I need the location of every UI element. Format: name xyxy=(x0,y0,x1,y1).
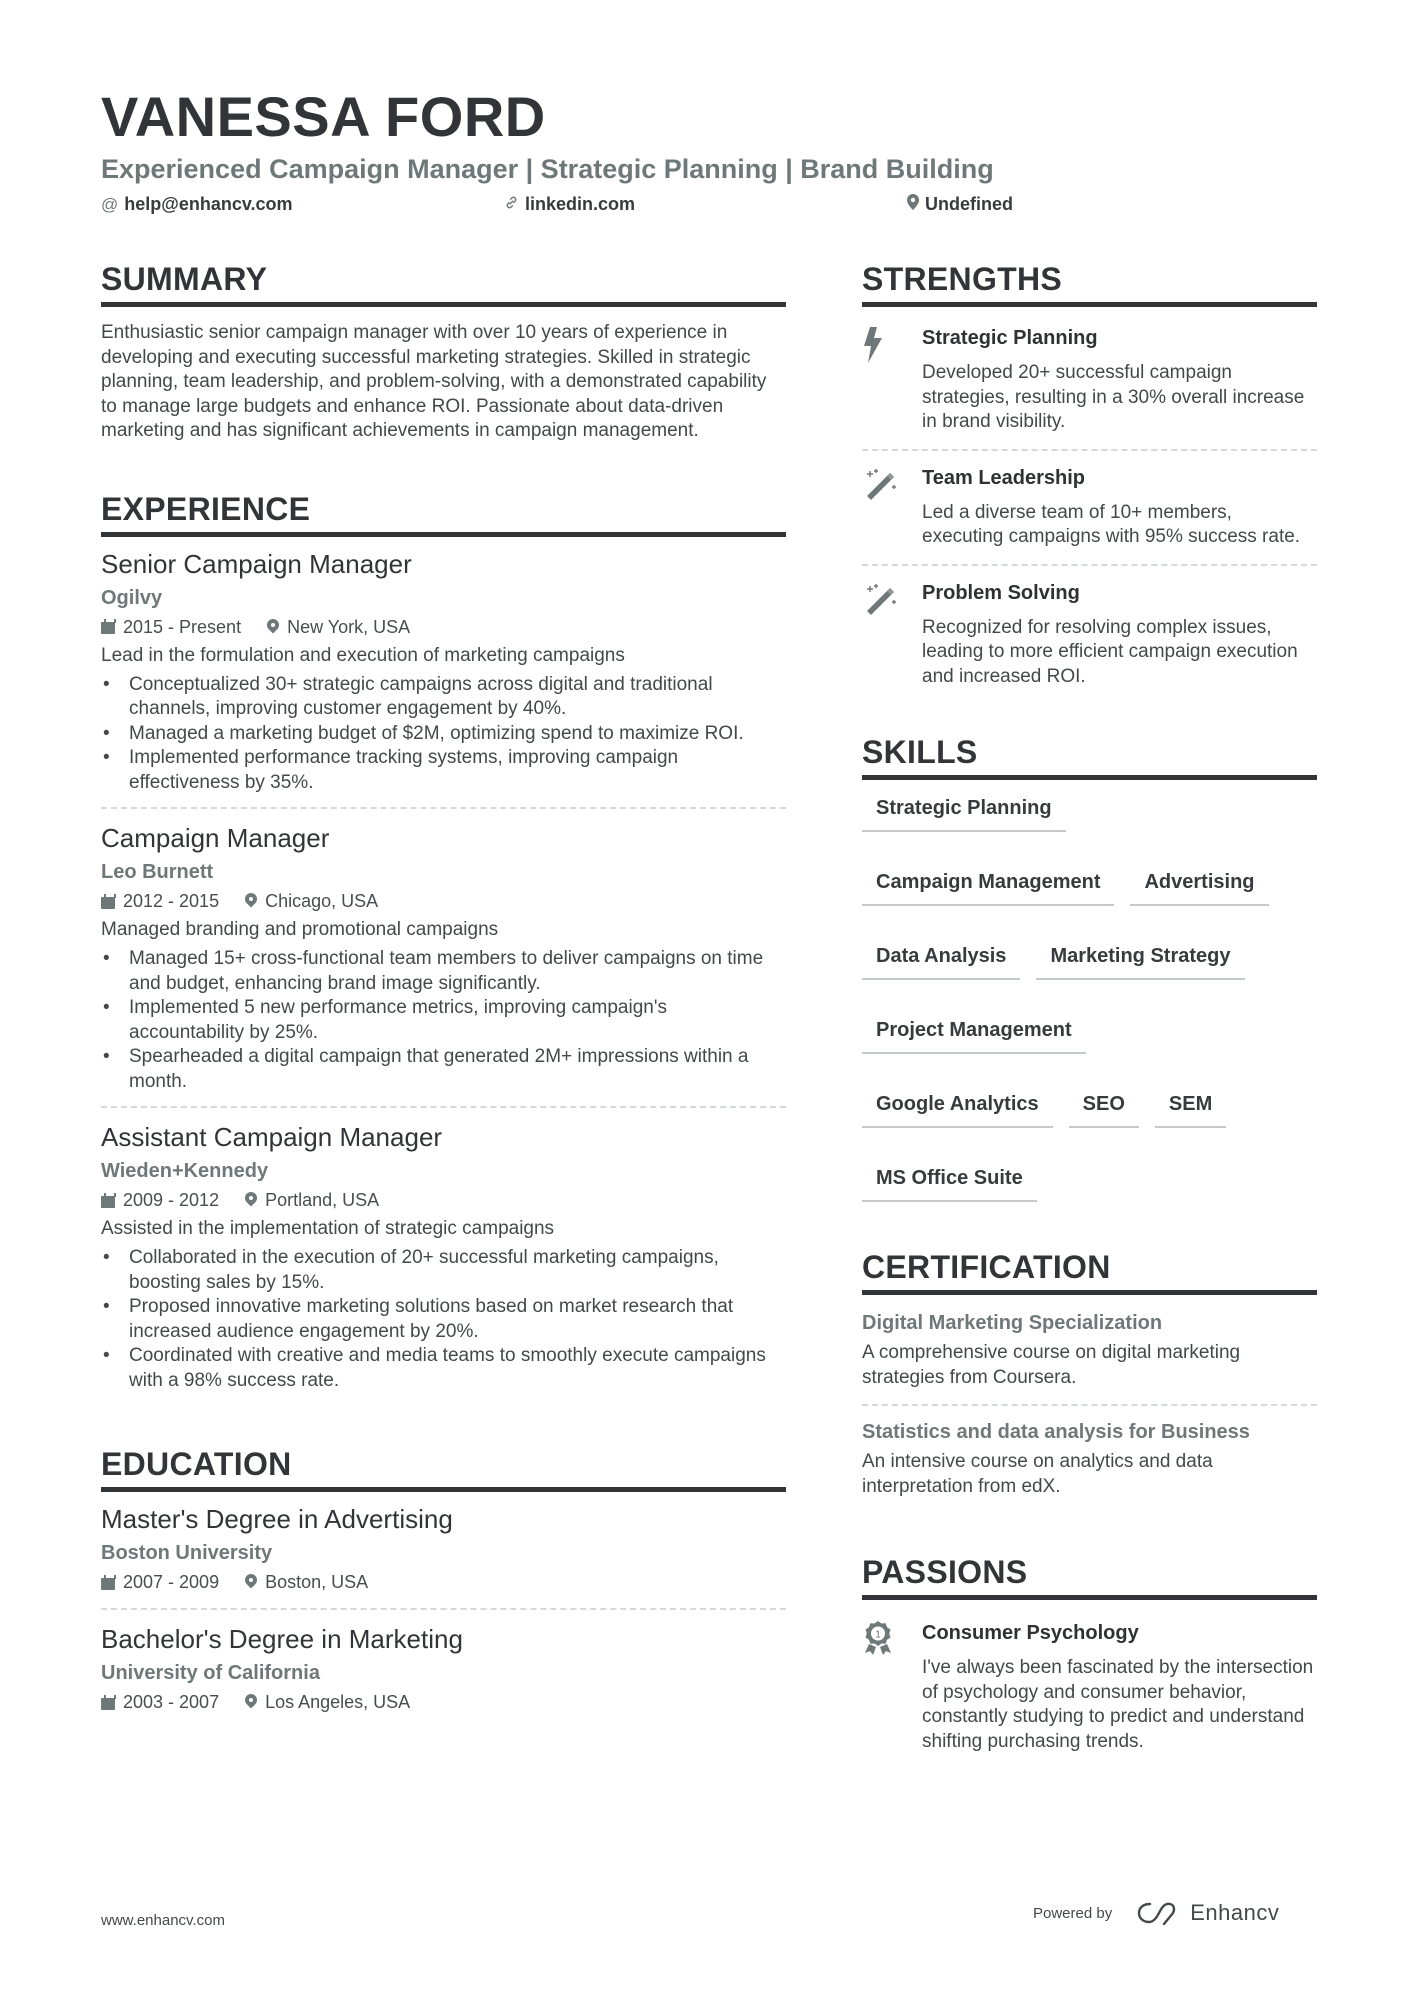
degree-title: Master's Degree in Advertising xyxy=(101,1504,453,1534)
bullet-item: • Collaborated in the execution of 20+ successful marketing campaigns, boosting sales by 15%. xyxy=(101,1246,786,1295)
company-name: Ogilvy xyxy=(101,586,163,609)
job-title: Senior Campaign Manager xyxy=(101,548,412,579)
strength-item xyxy=(862,451,1317,566)
job-bullets xyxy=(101,947,786,1094)
strength-title: Strategic Planning xyxy=(922,327,1098,349)
calendar-icon xyxy=(101,1575,115,1590)
contact-linkedin[interactable] xyxy=(504,194,635,215)
education-entry xyxy=(101,1502,786,1610)
location-pin-icon xyxy=(907,194,919,215)
bullet-item: • Conceptualized 30+ strategic campaigns across digital and traditional channels, improving customer engagement by 40%. xyxy=(101,673,786,722)
certification-section xyxy=(862,1248,1317,1513)
at-icon: @ xyxy=(101,194,119,214)
company-name: Wieden+Kennedy xyxy=(101,1160,269,1182)
job-title: Assistant Campaign Manager xyxy=(101,1122,443,1152)
education-section xyxy=(101,1445,786,1728)
job-title: Campaign Manager xyxy=(101,823,330,853)
school-name: Boston University xyxy=(101,1542,273,1564)
skill-tag: Data Analysis xyxy=(862,942,1020,980)
bullet-item: • Coordinated with creative and media teams to smoothly execute campaigns with a 98% success rate. xyxy=(101,1344,786,1393)
bullet-item: • Managed 15+ cross-functional team members to deliver campaigns on time and budget, enhancing brand image significantly. xyxy=(101,947,786,996)
education-meta xyxy=(101,1688,786,1716)
bullet-item: • Proposed innovative marketing solutions based on market research that increased audience engagement by 20%. xyxy=(101,1295,786,1344)
certification-item xyxy=(862,1418,1317,1513)
strength-item xyxy=(862,566,1317,704)
job-meta xyxy=(101,613,786,641)
bullet-item: • Spearheaded a digital campaign that generated 2M+ impressions within a month. xyxy=(101,1045,786,1094)
passions-section xyxy=(862,1553,1317,1754)
calendar-icon xyxy=(101,1695,115,1710)
job-dates: 2012 - 2015 xyxy=(123,891,220,911)
footer-branding xyxy=(1033,1900,1279,1926)
powered-by-label: Powered by xyxy=(1033,1904,1113,1922)
svg-text:1: 1 xyxy=(875,1629,881,1641)
location-text: Undefined xyxy=(925,194,1013,214)
calendar-icon xyxy=(101,894,115,909)
calendar-icon xyxy=(101,1193,115,1208)
job-dates: 2015 - Present xyxy=(123,616,242,637)
skill-tag: Campaign Management xyxy=(862,868,1114,906)
certification-description: A comprehensive course on digital marketing strategies from Coursera. xyxy=(862,1342,1241,1388)
magic-wand-icon xyxy=(862,580,922,690)
experience-section xyxy=(101,490,786,1406)
contact-bar xyxy=(101,194,1101,218)
job-dates: 2009 - 2012 xyxy=(123,1190,220,1210)
strength-description: Recognized for resolving complex issues, leading to more efficient campaign execution and increased ROI. xyxy=(922,616,1298,687)
passion-item xyxy=(862,1614,1317,1754)
location-pin-icon xyxy=(267,619,279,635)
skill-tag: SEO xyxy=(1069,1090,1139,1128)
skill-tag: Marketing Strategy xyxy=(1036,942,1244,980)
linkedin-text: linkedin.com xyxy=(525,194,636,214)
education-dates: 2003 - 2007 xyxy=(123,1692,220,1712)
left-column xyxy=(101,260,786,1774)
skill-tag: MS Office Suite xyxy=(862,1164,1037,1202)
location-pin-icon xyxy=(245,1694,257,1710)
calendar-icon xyxy=(101,619,115,634)
email-text: help@enhancv.com xyxy=(124,194,293,214)
job-description: Assisted in the implementation of strategic campaigns xyxy=(101,1218,555,1239)
job-bullets xyxy=(101,1246,786,1393)
summary-text: Enthusiastic senior campaign manager with over 10 years of experience in developing and executing successful marketing strategies. Skilled in strategic planning, team leadership, and problem-solving, with a demonstrated capability to manage large budgets and enhance ROI. Passionate about data-driven marketing and has significant achievements in campaign management. xyxy=(101,322,767,441)
skills-list xyxy=(862,794,1317,1202)
enhancv-logo[interactable] xyxy=(1136,1900,1279,1926)
education-heading: EDUCATION xyxy=(101,1445,786,1492)
experience-heading: EXPERIENCE xyxy=(101,490,786,537)
education-meta xyxy=(101,1568,786,1596)
skills-section xyxy=(862,733,1317,1202)
job-entry xyxy=(101,1120,786,1405)
strength-description: Developed 20+ successful campaign strategies, resulting in a 30% overall increase in brand visibility. xyxy=(922,362,1305,432)
location-pin-icon xyxy=(245,1192,257,1208)
job-entry xyxy=(101,547,786,810)
bullet-item: • Managed a marketing budget of $2M, optimizing spend to maximize ROI. xyxy=(101,722,786,747)
job-bullets xyxy=(101,673,786,796)
magic-wand-icon xyxy=(862,465,922,550)
company-name: Leo Burnett xyxy=(101,861,214,883)
school-name: University of California xyxy=(101,1662,320,1684)
degree-title: Bachelor's Degree in Marketing xyxy=(101,1624,463,1654)
footer-website[interactable]: www.enhancv.com xyxy=(101,1912,225,1929)
job-meta xyxy=(101,1186,786,1214)
strengths-section xyxy=(862,260,1317,703)
contact-location xyxy=(907,194,1013,215)
skill-tag: Project Management xyxy=(862,1016,1086,1054)
strength-description: Led a diverse team of 10+ members, executing campaigns with 95% success rate. xyxy=(922,501,1301,547)
certification-heading: CERTIFICATION xyxy=(862,1248,1317,1295)
job-location: New York, USA xyxy=(287,616,411,637)
job-location: Chicago, USA xyxy=(265,891,379,911)
summary-section xyxy=(101,260,786,444)
enhancv-logo-icon xyxy=(1136,1900,1182,1926)
location-pin-icon xyxy=(245,1574,257,1590)
certification-title: Digital Marketing Specialization xyxy=(862,1312,1163,1334)
passions-heading: PASSIONS xyxy=(862,1553,1317,1600)
right-column xyxy=(862,260,1317,1800)
skill-tag: Google Analytics xyxy=(862,1090,1053,1128)
skill-tag: SEM xyxy=(1155,1090,1226,1128)
strength-title: Team Leadership xyxy=(922,466,1086,489)
passion-title: Consumer Psychology xyxy=(922,1622,1139,1644)
link-icon xyxy=(504,195,519,215)
skills-heading: SKILLS xyxy=(862,733,1317,780)
strength-item xyxy=(862,311,1317,451)
education-dates: 2007 - 2009 xyxy=(123,1572,220,1592)
skill-tag: Advertising xyxy=(1130,868,1268,906)
certification-description: An intensive course on analytics and data interpretation from edX. xyxy=(862,1451,1213,1497)
contact-email[interactable] xyxy=(101,194,293,215)
summary-heading: SUMMARY xyxy=(101,260,786,307)
job-meta xyxy=(101,887,786,915)
job-location: Portland, USA xyxy=(265,1190,380,1210)
strength-title: Problem Solving xyxy=(922,581,1080,604)
candidate-name: VANESSA FORD xyxy=(101,85,546,148)
brand-name: Enhancv xyxy=(1190,1900,1280,1925)
job-description: Lead in the formulation and execution of marketing campaigns xyxy=(101,644,625,666)
passion-description: I've always been fascinated by the intersection of psychology and consumer behavior, constantly studying to predict and understand shifting purchasing trends. xyxy=(922,1657,1314,1752)
certification-title: Statistics and data analysis for Business xyxy=(862,1421,1250,1443)
bullet-item: • Implemented 5 new performance metrics, improving campaign's accountability by 25%. xyxy=(101,996,786,1045)
award-medal-icon xyxy=(862,1620,922,1754)
job-description: Managed branding and promotional campaigns xyxy=(101,919,499,940)
lightning-bolt-icon xyxy=(862,325,922,435)
education-location: Los Angeles, USA xyxy=(265,1692,411,1712)
headline: Experienced Campaign Manager | Strategic Planning | Brand Building xyxy=(101,154,994,184)
skill-tag: Strategic Planning xyxy=(862,794,1066,832)
education-entry xyxy=(101,1622,786,1728)
location-pin-icon xyxy=(245,893,257,909)
job-entry xyxy=(101,821,786,1108)
bullet-item: • Implemented performance tracking systems, improving campaign effectiveness by 35%. xyxy=(101,746,786,795)
certification-item xyxy=(862,1309,1317,1406)
strengths-heading: STRENGTHS xyxy=(862,260,1317,307)
education-location: Boston, USA xyxy=(265,1572,369,1592)
